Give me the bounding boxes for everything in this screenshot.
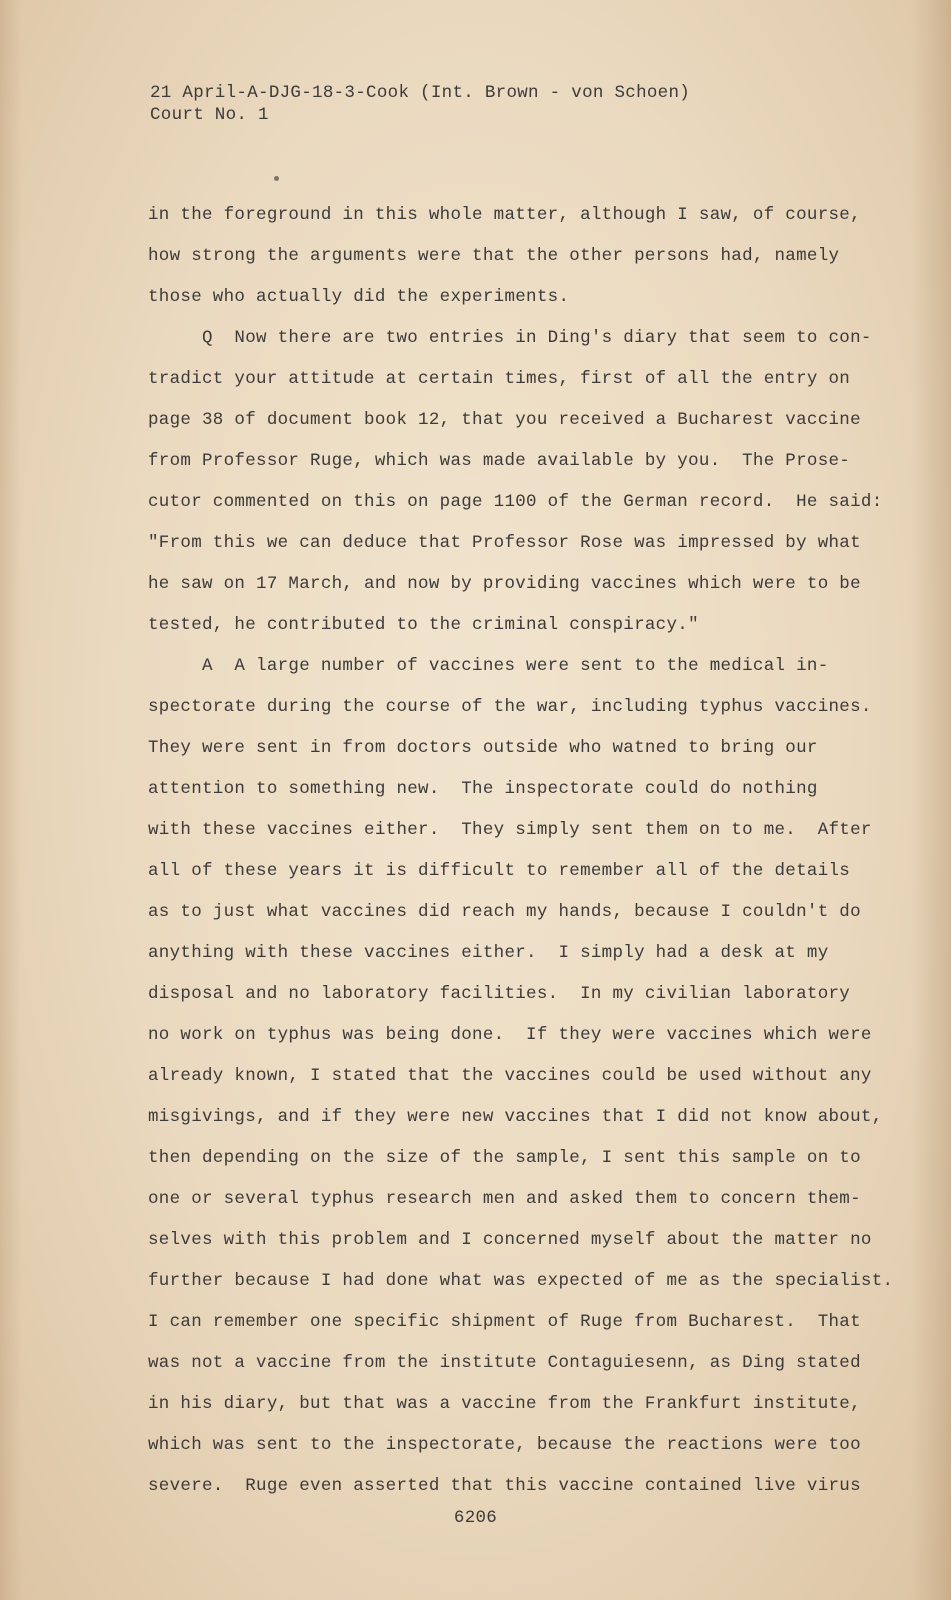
transcript-line: severe. Ruge even asserted that this vaccine contained live virus (148, 1476, 861, 1496)
transcript-line: those who actually did the experiments. (148, 287, 570, 307)
transcript-line: one or several typhus research men and asked them to concern them- (148, 1189, 861, 1209)
transcript-line: cutor commented on this on page 1100 of the German record. He said: (148, 492, 883, 512)
page-edge-shadow-right (911, 0, 951, 1600)
transcript-line: all of these years it is difficult to remember all of the details (148, 861, 851, 881)
transcript-line: tradict your attitude at certain times, first of all the entry on (148, 369, 851, 389)
transcript-line: already known, I stated that the vaccines could be used without any (148, 1066, 872, 1086)
transcript-line: page 38 of document book 12, that you received a Bucharest vaccine (148, 410, 861, 430)
transcript-line: further because I had done what was expected of me as the specialist. (148, 1271, 894, 1291)
transcript-line: he saw on 17 March, and now by providing vaccines which were to be (148, 574, 861, 594)
transcript-line: I can remember one specific shipment of Ruge from Bucharest. That (148, 1312, 861, 1332)
transcript-line: "From this we can deduce that Professor Rose was impressed by what (148, 533, 861, 553)
transcript-line: was not a vaccine from the institute Contaguiesenn, as Ding stated (148, 1353, 861, 1373)
transcript-line: how strong the arguments were that the other persons had, namely (148, 246, 840, 266)
transcript-line: tested, he contributed to the criminal conspiracy." (148, 615, 699, 635)
header-case-line: 21 April-A-DJG-18-3-Cook (Int. Brown - von Schoen) (150, 83, 691, 103)
transcript-line: misgivings, and if they were new vaccines that I did not know about, (148, 1107, 883, 1127)
transcript-line: They were sent in from doctors outside who watned to bring our (148, 738, 818, 758)
ink-speck (274, 176, 279, 181)
header-court-line: Court No. 1 (150, 105, 269, 125)
transcript-line: Q Now there are two entries in Ding's diary that seem to con- (148, 328, 872, 348)
transcript-line: which was sent to the inspectorate, because the reactions were too (148, 1435, 861, 1455)
page-edge-shadow-left (0, 0, 22, 1600)
transcript-line: from Professor Ruge, which was made available by you. The Prose- (148, 451, 851, 471)
transcript-line: then depending on the size of the sample, I sent this sample on to (148, 1148, 861, 1168)
transcript-line: as to just what vaccines did reach my hands, because I couldn't do (148, 902, 861, 922)
page-number: 6206 (453, 1508, 498, 1528)
transcript-line: no work on typhus was being done. If they were vaccines which were (148, 1025, 872, 1045)
transcript-line: spectorate during the course of the war, including typhus vaccines. (148, 697, 872, 717)
transcript-line: with these vaccines either. They simply sent them on to me. After (148, 820, 872, 840)
document-header (150, 82, 690, 126)
transcript-line: anything with these vaccines either. I simply had a desk at my (148, 943, 829, 963)
transcript-body (148, 202, 894, 1514)
transcript-line: A A large number of vaccines were sent to the medical in- (148, 656, 829, 676)
transcript-line: attention to something new. The inspectorate could do nothing (148, 779, 818, 799)
transcript-line: selves with this problem and I concerned myself about the matter no (148, 1230, 872, 1250)
transcript-line: in his diary, but that was a vaccine from the Frankfurt institute, (148, 1394, 861, 1414)
transcript-line: in the foreground in this whole matter, although I saw, of course, (148, 205, 861, 225)
transcript-line: disposal and no laboratory facilities. In my civilian laboratory (148, 984, 851, 1004)
